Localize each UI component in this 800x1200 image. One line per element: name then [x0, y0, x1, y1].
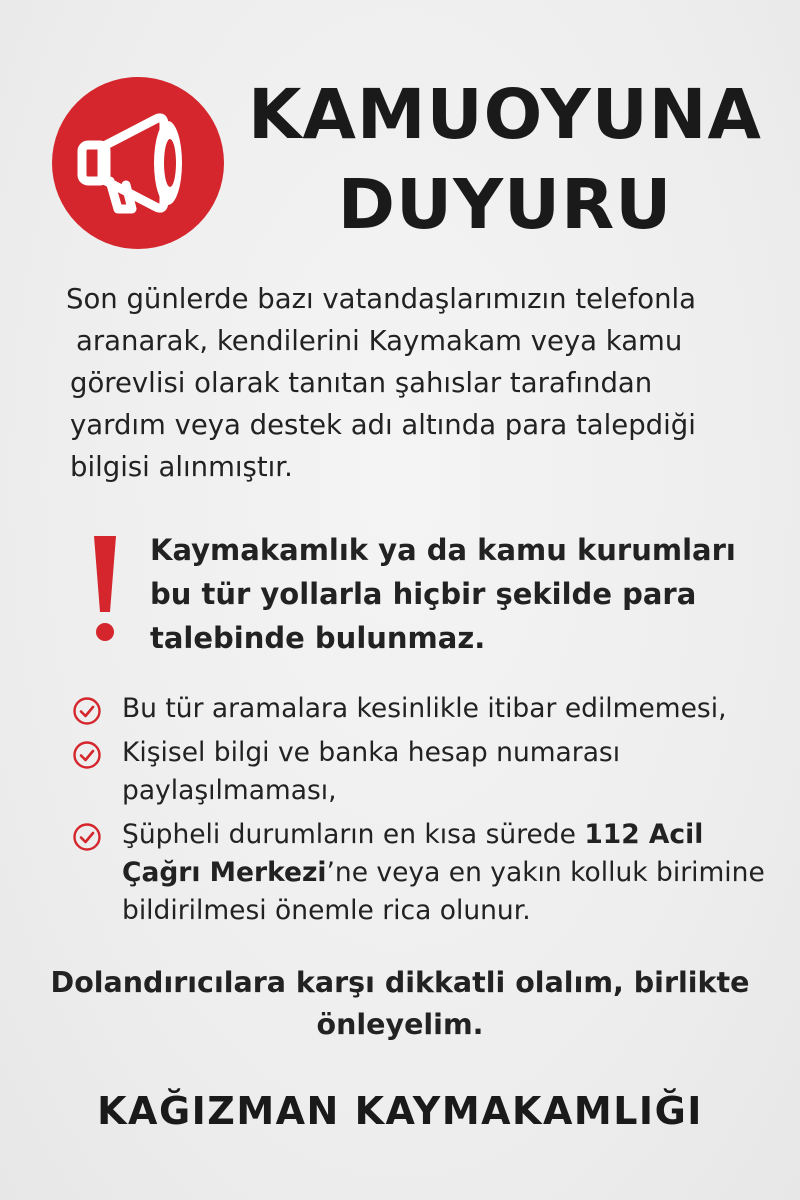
intro-line: yardım veya destek adı altında para talepdiği [70, 409, 696, 441]
list-item-text: Kişisel bilgi ve banka hesap numarası [122, 737, 621, 768]
warning-line: Kaymakamlık ya da kamu kurumları [150, 533, 736, 567]
intro-line: Son günlerde bazı vatandaşlarımızın telefonla [66, 283, 697, 315]
intro-line: bilgisi alınmıştır. [70, 451, 293, 483]
list-item [72, 690, 772, 728]
warning-text [150, 528, 770, 660]
list-item-text: paylaşılmaması, [122, 775, 337, 806]
title-line-2: DUYURU [337, 165, 673, 245]
page-title [240, 70, 770, 250]
emergency-center-name: Çağrı Merkezi [122, 857, 327, 888]
closing-line: önleyelim. [316, 1008, 484, 1041]
list-item-text-part: ’ne veya en yakın kolluk birimine [326, 857, 765, 888]
title-line-1: KAMUOYUNA [248, 75, 762, 155]
intro-line: görevlisi olarak tanıtan şahıslar tarafından [70, 367, 653, 399]
list-item-text [122, 854, 772, 892]
list-item [72, 816, 772, 930]
megaphone-icon [52, 77, 224, 249]
closing-message [40, 962, 760, 1046]
warning-block [80, 528, 760, 668]
list-item-text [122, 816, 772, 854]
list-item-text: bildirilmesi önemle rica olunur. [122, 895, 531, 926]
exclamation-icon [80, 528, 130, 648]
closing-line: Dolandırıcılara karşı dikkatli olalım, birlikte [50, 966, 750, 999]
checklist [72, 690, 772, 936]
warning-line: bu tür yollarla hiçbir şekilde para [150, 577, 697, 611]
check-circle-icon [72, 822, 102, 852]
intro-paragraph [60, 278, 750, 488]
list-item-text-part: Şüpheli durumların en kısa sürede [122, 819, 585, 850]
check-circle-icon [72, 696, 102, 726]
emergency-number: 112 Acil [584, 819, 704, 850]
list-item-text: Bu tür aramalara kesinlikle itibar edilmemesi, [122, 693, 727, 724]
warning-line: talebinde bulunmaz. [150, 621, 486, 655]
signature: KAĞIZMAN KAYMAKAMLIĞI [97, 1089, 703, 1133]
check-circle-icon [72, 740, 102, 770]
list-item [72, 734, 772, 810]
intro-line: aranarak, kendilerini Kaymakam veya kamu [76, 325, 683, 357]
